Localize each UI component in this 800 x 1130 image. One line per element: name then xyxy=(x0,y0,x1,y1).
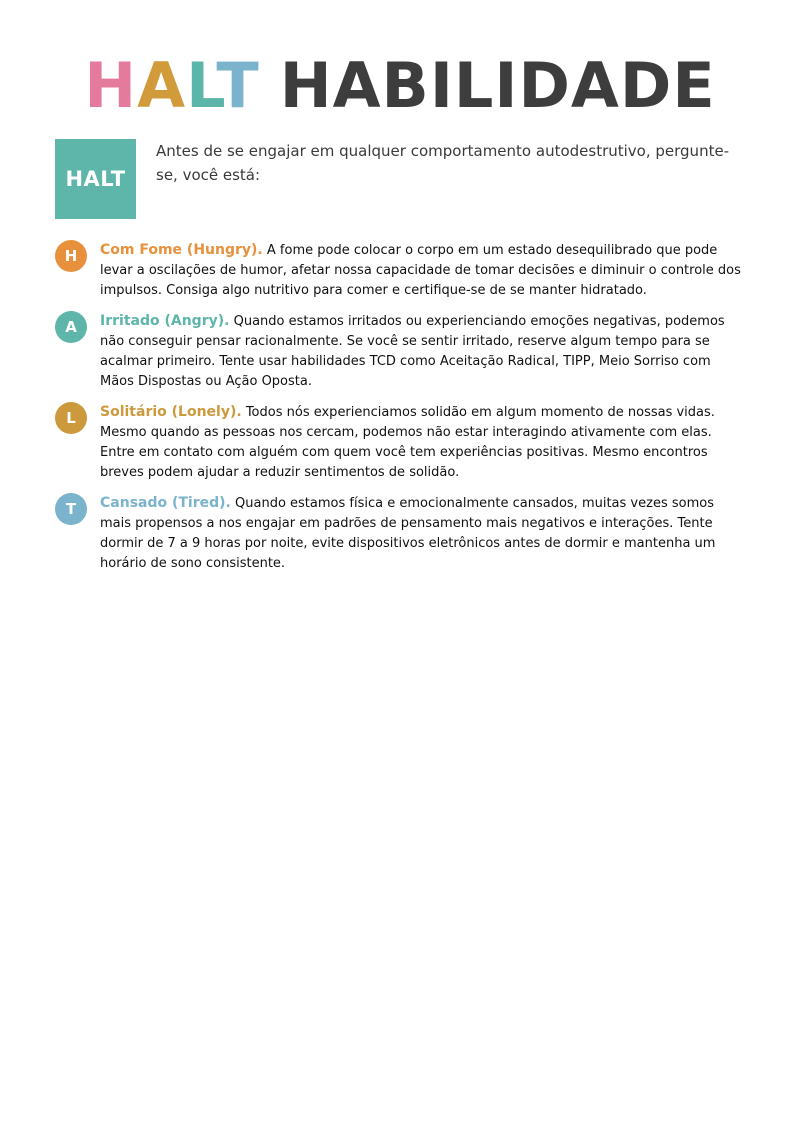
list-item-angry xyxy=(55,311,745,392)
item-paragraph xyxy=(100,493,745,574)
title-rest: HABILIDADE xyxy=(279,49,716,122)
title-letter-l: L xyxy=(186,49,217,122)
title-letter-a: A xyxy=(137,49,187,122)
title-letter-t: T xyxy=(216,49,260,122)
item-heading: Com Fome (Hungry). xyxy=(100,242,263,258)
item-heading: Solitário (Lonely). xyxy=(100,404,242,420)
letter-a-icon xyxy=(55,311,87,343)
letter-t-icon xyxy=(55,493,87,525)
item-body: Quando estamos física e emocionalmente cansados, muitas vezes somos mais propensos a nos engajar em padrões de pensamento mais negativos e interações. Tente dormir de 7 a 9 horas por noite, evite dispositivos eletrônicos antes de dormir e mantenha um horário de sono consistente. xyxy=(100,496,716,571)
item-body: Quando estamos irritados ou experienciando emoções negativas, podemos não conseguir pensar racionalmente. Se você se sentir irritado, reserve algum tempo para se acalmar primeiro. Tente usar habilidades TCD como Aceitação Radical, TIPP, Meio Sorriso com Mãos Dispostas ou Ação Oposta. xyxy=(100,314,725,389)
badge-letter: A xyxy=(65,318,77,336)
badge-letter: L xyxy=(66,409,76,427)
intro-section xyxy=(55,139,745,219)
halt-box xyxy=(55,139,136,219)
list-item-hungry xyxy=(55,240,745,301)
title-letter-h: H xyxy=(84,49,138,122)
item-paragraph xyxy=(100,311,745,392)
item-paragraph xyxy=(100,240,745,301)
item-heading: Cansado (Tired). xyxy=(100,495,231,511)
intro-text: Antes de se engajar em qualquer comportamento autodestrutivo, pergunte-se, você está: xyxy=(156,142,730,184)
page-title xyxy=(0,46,800,126)
item-body: A fome pode colocar o corpo em um estado desequilibrado que pode levar a oscilações de humor, afetar nossa capacidade de tomar decisões e diminuir o controle dos impulsos. Consiga algo nutritivo para comer e certifique-se de se manter hidratado. xyxy=(100,243,741,298)
halt-box-label: HALT xyxy=(65,167,126,191)
halt-list xyxy=(55,240,745,584)
letter-l-icon xyxy=(55,402,87,434)
item-paragraph xyxy=(100,402,745,483)
list-item-tired xyxy=(55,493,745,574)
badge-letter: T xyxy=(65,500,77,518)
badge-letter: H xyxy=(64,247,78,265)
letter-h-icon xyxy=(55,240,87,272)
list-item-lonely xyxy=(55,402,745,483)
item-body: Todos nós experienciamos solidão em algum momento de nossas vidas. Mesmo quando as pessoas nos cercam, podemos não estar interagindo ativamente com elas. Entre em contato com alguém com quem você tem experiências positivas. Mesmo encontros breves podem ajudar a reduzir sentimentos de solidão. xyxy=(100,405,715,480)
item-heading: Irritado (Angry). xyxy=(100,313,230,329)
